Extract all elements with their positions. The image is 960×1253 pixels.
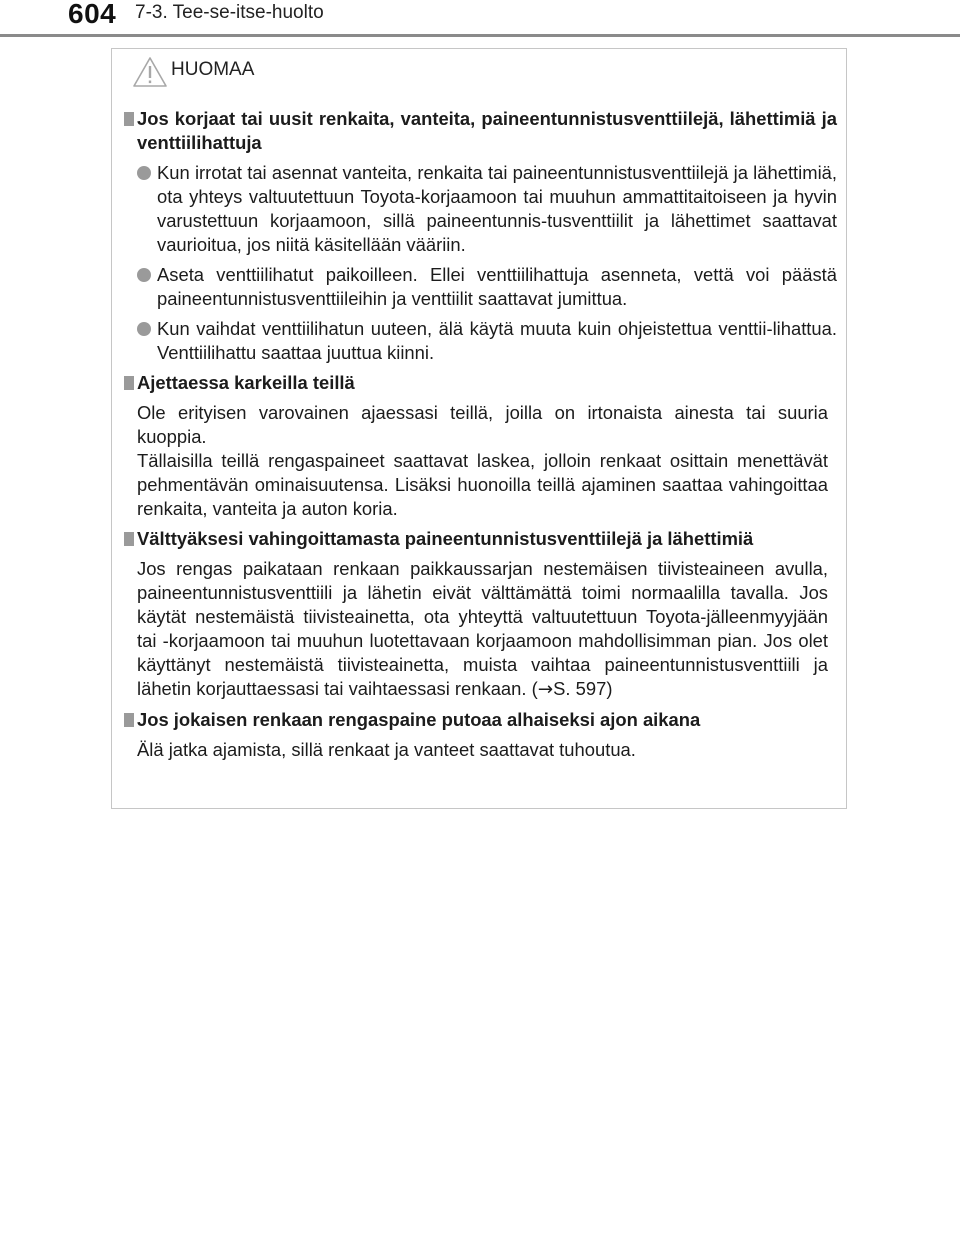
section-low-pressure: [112, 708, 846, 762]
square-bullet-icon: [124, 713, 134, 727]
notice-content: [112, 107, 846, 768]
square-bullet-icon: [124, 112, 134, 126]
page-reference-link[interactable]: S. 597: [553, 678, 607, 699]
notice-title: HUOMAA: [171, 59, 255, 80]
circle-bullet-icon: [137, 322, 151, 336]
section-title: 7-3. Tee-se-itse-huolto: [135, 2, 324, 23]
page-number: 604: [68, 0, 117, 29]
paragraph-text: Jos rengas paikataan renkaan paikkaussarjan nestemäisen tiivisteaineen avulla, paineentunnistusventtiili ja lähetin eivät välttämättä toimi normaalilla tavalla. Jos käytät nestemäistä tiivisteainetta, ota yhteyttä valtuutettuun Toyota-jälleenmyyjään tai -korjaamoon tai muuhun luotettavaan korjaamoon mahdollisimman pian. Jos olet käyttänyt nestemäistä tiivisteainetta, muista vaihtaa paineentunnistusventtiili ja lähetin korjauttaessasi tai vaihtaessasi renkaan. (: [137, 558, 828, 699]
list-item-text: Aseta venttiilihatut paikoilleen. Ellei venttiilihattuja asenneta, vettä voi päästä paineentunnistusventtiileihin ja venttiilit saattavat jumittua.: [157, 264, 837, 309]
section-heading: Ajettaessa karkeilla teillä: [137, 372, 355, 393]
circle-bullet-icon: [137, 166, 151, 180]
circle-bullet-icon: [137, 268, 151, 282]
arrow-icon: →: [537, 679, 554, 700]
page-header: [0, 0, 960, 40]
paragraph: Ole erityisen varovainen ajaessasi teillä, joilla on irtonaista ainesta tai suuria kuoppia.: [137, 402, 828, 447]
list-item-text: Kun irrotat tai asennat vanteita, renkaita tai paineentunnistusventtiilejä ja lähettimiä, ota yhteys valtuutettuun Toyota-korjaamoon tai muuhun ammattitaitoiseen ja hyvin varustettuun korjaamoon, sillä paineentunnis-tusventtiilit ja lähettimet saattavat vaurioitua, jos niitä käsitellään vääriin.: [157, 162, 837, 255]
list-item: [112, 161, 846, 257]
section-heading: Välttyäksesi vahingoittamasta paineentunnistusventtiilejä ja lähettimiä: [137, 528, 754, 549]
paragraph-text: ): [606, 678, 613, 699]
paragraph: [137, 557, 828, 702]
section-heading: Jos jokaisen renkaan rengaspaine putoaa alhaiseksi ajon aikana: [137, 709, 701, 730]
square-bullet-icon: [124, 376, 134, 390]
section-avoid-damage: [112, 527, 846, 702]
list-item: [112, 263, 846, 311]
list-item-text: Kun vaihdat venttiilihatun uuteen, älä käytä muuta kuin ohjeistettua venttii-lihattua. Venttiilihattu saattaa juuttua kiinni.: [157, 318, 837, 363]
square-bullet-icon: [124, 532, 134, 546]
section-rough-roads: [112, 371, 846, 521]
list-item: [112, 317, 846, 365]
section-tire-repair: [112, 107, 846, 365]
paragraph: Tällaisilla teillä rengaspaineet saattavat laskea, jolloin renkaat osittain menettävät pehmentävän ominaisuutensa. Lisäksi huonoilla teillä ajaminen saattaa vahingoittaa renkaita, vanteita ja auton koria.: [137, 450, 828, 519]
section-heading: Jos korjaat tai uusit renkaita, vanteita, paineentunnistusventtiilejä, lähettimiä ja venttiilihattuja: [137, 108, 837, 153]
notice-header: [112, 49, 846, 93]
caution-notice-box: [111, 48, 847, 809]
header-divider: [0, 34, 960, 37]
warning-triangle-icon: [132, 56, 168, 88]
paragraph: Älä jatka ajamista, sillä renkaat ja vanteet saattavat tuhoutua.: [137, 739, 636, 760]
